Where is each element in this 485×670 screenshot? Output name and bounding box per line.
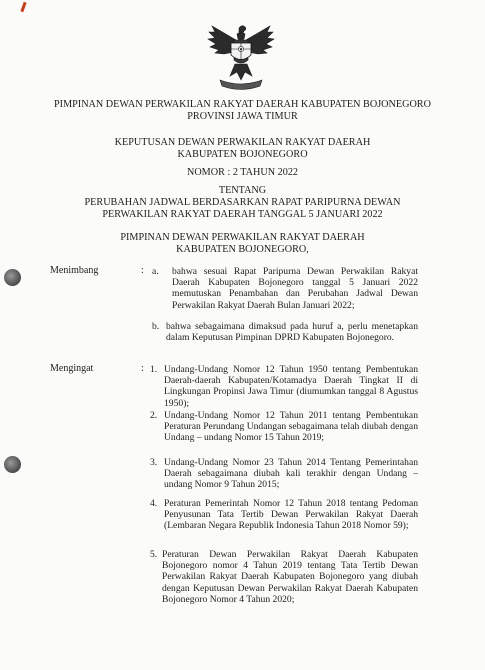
item-marker: 4. bbox=[150, 498, 158, 509]
institution-line-2: PROVINSI JAWA TIMUR bbox=[187, 111, 298, 122]
decision-title-line-1: KEPUTUSAN DEWAN PERWAKILAN RAKYAT DAERAH bbox=[114, 137, 371, 148]
item-marker: 2. bbox=[150, 410, 158, 421]
authority-line-1: PIMPINAN DEWAN PERWAKILAN RAKYAT DAERAH bbox=[120, 232, 365, 243]
about-label: TENTANG bbox=[218, 185, 267, 196]
item-text: Undang-Undang Nomor 23 Tahun 2014 Tentang Pemerintahan Daerah sebagaimana diubah kali terakhir dengan Undang – undang Nomor 9 Tahun 2015; bbox=[164, 457, 418, 491]
item-marker: 3. bbox=[150, 457, 158, 468]
mengingat-item-4 bbox=[150, 498, 418, 532]
pen-mark bbox=[20, 2, 26, 12]
item-text: Undang-Undang Nomor 12 Tahun 2011 tentang Pembentukan Peraturan Perundang Undangan sebagaimana telah diubah dengan Undang – undang Nomor 15 Tahun 2019; bbox=[164, 410, 418, 444]
menimbang-label: Menimbang bbox=[50, 265, 99, 276]
mengingat-item-3 bbox=[150, 457, 418, 491]
mengingat-item-2 bbox=[150, 410, 418, 444]
item-text: Peraturan Pemerintah Nomor 12 Tahun 2018 tentang Pedoman Penyusunan Tata Tertib Dewan Perwakilan Rakyat Daerah (Lembaran Negara Republik Indonesia Tahun 2018 Nomor 59); bbox=[164, 498, 418, 532]
item-text: Peraturan Dewan Perwakilan Rakyat Daerah Kabupaten Bojonegoro nomor 4 Tahun 2019 tentang Tata Tertib Dewan Perwakilan Rakyat Daerah Kabupaten Bojonegoro yang diubah dengan Keputusan Dewan Perwakilan Rakyat Daerah Kabupaten Bojonegoro Nomor 4 Tahun 2020; bbox=[162, 549, 418, 605]
item-marker: 1. bbox=[150, 364, 158, 375]
menimbang-colon: : bbox=[141, 265, 144, 276]
decision-title-line-2: KABUPATEN BOJONEGORO bbox=[177, 149, 308, 160]
item-marker: b. bbox=[152, 321, 160, 332]
authority-line-2: KABUPATEN BOJONEGORO, bbox=[176, 244, 309, 255]
mengingat-label: Mengingat bbox=[50, 363, 94, 374]
item-text: bahwa sesuai Rapat Paripurna Dewan Perwakilan Rakyat Daerah Kabupaten Bojonegoro tanggal 5 Januari 2022 memutuskan Penambahan dan Perubahan Jadwal Dewan Perwakilan Rakyat Daerah Bulan Januari 2022; bbox=[172, 266, 418, 311]
menimbang-item-a bbox=[152, 266, 418, 311]
mengingat-colon: : bbox=[141, 363, 144, 374]
item-text: bahwa sebagaimana dimaksud pada huruf a, perlu menetapkan dalam Keputusan Pimpinan DPRD Kabupaten Bojonegoro. bbox=[166, 321, 418, 344]
about-line-1: PERUBAHAN JADWAL BERDASARKAN RAPAT PARIPURNA DEWAN bbox=[84, 197, 401, 208]
item-marker: 5. bbox=[150, 549, 158, 560]
item-text: Undang-Undang Nomor 12 Tahun 1950 tentang Pembentukan Daerah-daerah Kabupaten/Kotamadya Daerah Tingkat II di Lingkungan Propinsi Jawa Timur (diumumkan tanggal 8 Agustus 1950); bbox=[164, 364, 418, 409]
mengingat-item-1 bbox=[150, 364, 418, 409]
institution-line-1: PIMPINAN DEWAN PERWAKILAN RAKYAT DAERAH KABUPATEN BOJONEGORO bbox=[54, 99, 431, 110]
decision-number: NOMOR : 2 TAHUN 2022 bbox=[186, 167, 299, 178]
about-line-2: PERWAKILAN RAKYAT DAERAH TANGGAL 5 JANUARI 2022 bbox=[102, 209, 383, 220]
garuda-emblem-icon bbox=[206, 22, 276, 94]
item-marker: a. bbox=[152, 266, 159, 277]
punch-hole-top bbox=[4, 269, 21, 286]
mengingat-item-5 bbox=[150, 549, 418, 605]
menimbang-item-b bbox=[152, 321, 418, 343]
punch-hole-bottom bbox=[4, 456, 21, 473]
